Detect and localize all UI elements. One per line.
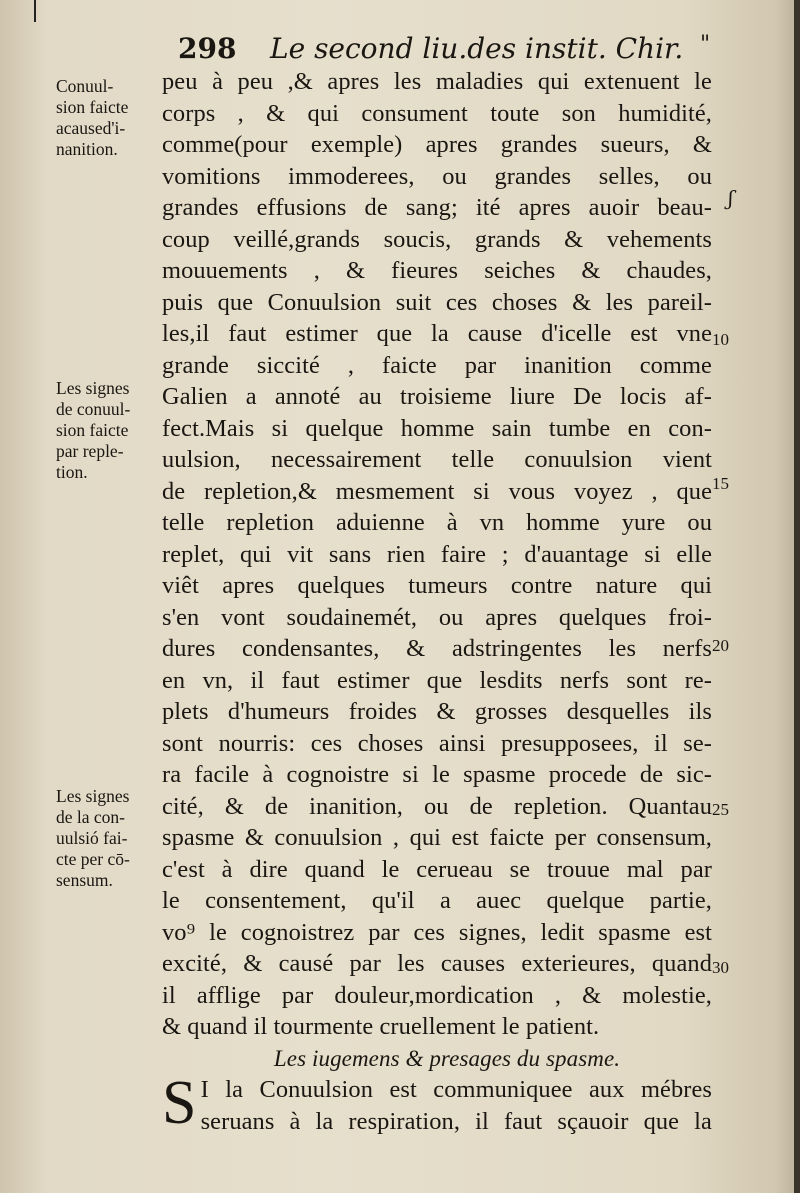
marginal-line: cte per cō- [56, 849, 130, 869]
text-line: seruans à la respiration, il faut sçauoir que la [200, 1107, 712, 1135]
text-line: en vn, il faut estimer que lesdits nerfs sont re- [162, 666, 712, 694]
text-line: vomitions immoderees, ou grandes selles, ou [162, 162, 712, 190]
text-line: sont nourris: ces choses ainsi presupposees, il se- [162, 729, 712, 757]
line-number: 30 [712, 958, 729, 977]
text-line: puis que Conuulsion suit ces choses & les pareil- [162, 288, 712, 316]
marginal-line: par reple- [56, 441, 124, 461]
marginal-line: acaused'i- [56, 118, 126, 138]
line-number: 20 [712, 636, 729, 655]
marginal-note-consensum [56, 786, 164, 891]
section-heading: Les iugemens & presages du spasme. [273, 1045, 621, 1071]
text-line: mouuements , & fieures seiches & chaudes, [162, 257, 712, 284]
text-line: grandes effusions de sang; ité apres auoir beau- [162, 194, 712, 221]
drop-cap: S [162, 1069, 197, 1137]
marginal-note-repletion [56, 378, 164, 483]
marginal-line: tion. [56, 462, 88, 482]
marginal-line: Les signes [56, 786, 130, 806]
text-line: Galien a annoté au troisieme liure De locis af- [162, 383, 712, 410]
text-line: & quand il tourmente cruellement le patient. [162, 1013, 600, 1040]
text-line: grande siccité , faicte par inanition comme [162, 351, 712, 379]
text-line: viêt apres quelques tumeurs contre nature qui [162, 572, 712, 599]
page-right-edge [794, 0, 800, 1193]
text-line: le consentement, qu'il a auec quelque partie, [162, 887, 712, 914]
final-paragraph [162, 1069, 712, 1137]
text-line: les,il faut estimer que la cause d'icelle est vne [162, 320, 712, 347]
text-line: excité, & causé par les causes exterieures, quand [162, 950, 712, 977]
text-line: uulsion, necessairement telle conuulsion vient [162, 446, 712, 473]
text-line: cité, & de inanition, ou de repletion. Quantau [162, 792, 712, 820]
running-head: Le second liu.des instit. Chir. [270, 32, 684, 65]
text-line: coup veillé,grands soucis, grands & vehements [162, 225, 712, 253]
margin-f-mark: ʃ [728, 186, 734, 210]
line-number: 15 [712, 474, 729, 493]
marginal-line: sensum. [56, 870, 113, 890]
page-number: 298 [178, 32, 237, 65]
text-line: corps , & qui consument toute son humidité, [162, 99, 712, 127]
text-line: il afflige par douleur,mordication , & molestie, [162, 981, 712, 1009]
text-line: telle repletion aduienne à vn homme yure ou [162, 509, 712, 536]
marginal-line: Conuul- [56, 76, 114, 96]
line-number: 10 [712, 330, 729, 349]
text-line: de repletion,& mesmement si vous voyez , que [162, 477, 712, 505]
binding-edge-mark [34, 0, 36, 22]
line-number: 25 [712, 800, 729, 819]
marginal-line: sion faicte [56, 420, 129, 440]
main-text-block [162, 66, 712, 1137]
text-line: vo⁹ le cognoistrez par ces signes, ledit spasme est [162, 918, 712, 946]
text-line: I la Conuulsion est communiquee aux mébres [200, 1076, 712, 1103]
text-line: fect.Mais si quelque homme sain tumbe en con- [162, 414, 712, 442]
text-line: spasme & conuulsion , qui est faicte per consensum, [162, 824, 712, 851]
marginal-line: de conuul- [56, 399, 131, 419]
marginal-note-inanition [56, 76, 164, 160]
header-mark: " [700, 32, 711, 57]
marginal-line: uulsió fai- [56, 828, 128, 848]
marginal-line: Les signes [56, 378, 130, 398]
marginal-line: de la con- [56, 807, 125, 827]
marginal-line: sion faicte [56, 97, 129, 117]
text-line: plets d'humeurs froides & grosses desquelles ils [162, 698, 712, 725]
text-line: c'est à dire quand le cerueau se trouue mal par [162, 855, 712, 883]
marginal-line: nanition. [56, 139, 118, 159]
text-line: comme(pour exemple) apres grandes sueurs, & [162, 131, 712, 158]
text-line: peu à peu ,& apres les maladies qui extenuent le [162, 68, 712, 95]
text-line: ra facile à cognoistre si le spasme procede de sic- [162, 761, 712, 788]
text-line: replet, qui vit sans rien faire ; d'auantage si elle [162, 540, 712, 568]
text-line: dures condensantes, & adstringentes les nerfs [162, 635, 712, 662]
text-line: s'en vont soudainemét, ou apres quelques froi- [162, 603, 712, 631]
